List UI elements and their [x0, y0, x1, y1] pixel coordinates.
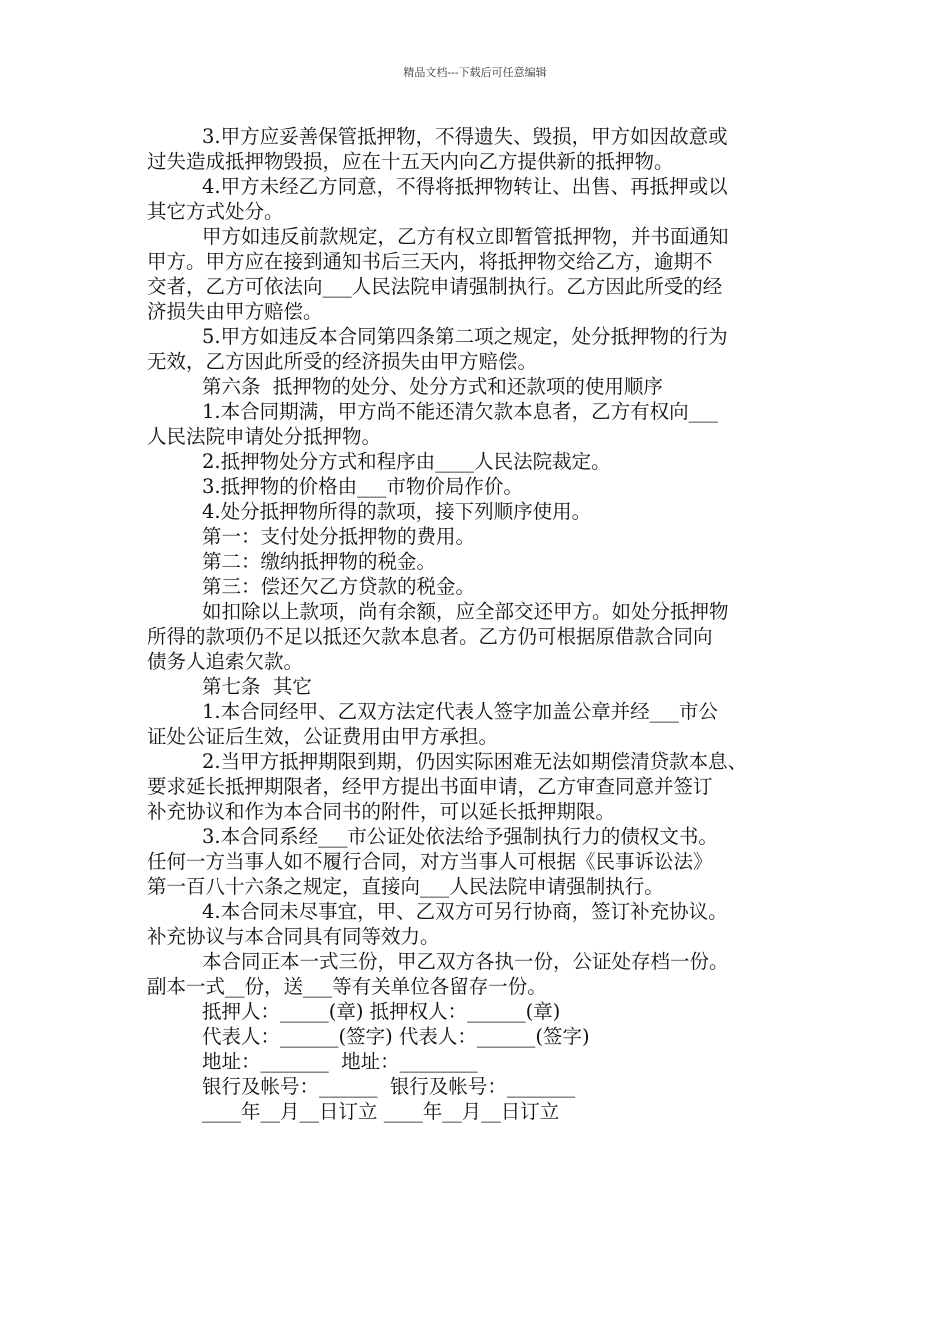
text-line: 抵押人：_____(章) 抵押权人：______(章) — [202, 1000, 561, 1023]
text-line: 要求延长抵押期限者，经甲方提出书面申请，乙方审查同意并签订 — [147, 775, 713, 798]
text-line: 副本一式__份，送___等有关单位各留存一份。 — [147, 975, 547, 998]
text-line: 无效，乙方因此所受的经济损失由甲方赔偿。 — [147, 350, 538, 373]
text-line: 代表人：______(签字) 代表人：______(签字) — [202, 1025, 590, 1048]
text-line: 5.甲方如违反本合同第四条第二项之规定，处分抵押物的行为 — [202, 325, 728, 348]
text-line: 补充协议与本合同具有同等效力。 — [147, 925, 440, 948]
text-line: ____年__月__日订立 ____年__月__日订立 — [202, 1100, 560, 1123]
text-line: 济损失由甲方赔偿。 — [147, 300, 323, 323]
text-line: 补充协议和作为本合同书的附件，可以延长抵押期限。 — [147, 800, 616, 823]
text-line: 如扣除以上款项，尚有余额，应全部交还甲方。如处分抵押物 — [202, 600, 729, 623]
text-line: 3.甲方应妥善保管抵押物，不得遗失、毁损，甲方如因故意或 — [202, 125, 728, 148]
text-line: 其它方式处分。 — [147, 200, 284, 223]
text-line: 甲方。甲方应在接到通知书后三天内，将抵押物交给乙方，逾期不 — [147, 250, 713, 273]
text-line: 交者，乙方可依法向___人民法院申请强制执行。乙方因此所受的经 — [147, 275, 723, 298]
text-line: 银行及帐号：______ 银行及帐号：_______ — [202, 1075, 576, 1098]
text-line: 第六条 抵押物的处分、处分方式和还款项的使用顺序 — [202, 375, 663, 398]
text-line: 任何一方当事人如不履行合同，对方当事人可根据《民事诉讼法》 — [147, 850, 713, 873]
text-line: 1.本合同经甲、乙双方法定代表人签字加盖公章并经___市公 — [202, 700, 718, 723]
document-body — [147, 124, 811, 1124]
text-line: 第一百八十六条之规定，直接向___人民法院申请强制执行。 — [147, 875, 664, 898]
text-line: 2.当甲方抵押期限到期，仍因实际困难无法如期偿清贷款本息、 — [202, 750, 748, 773]
text-line: 本合同正本一式三份，甲乙双方各执一份，公证处存档一份。 — [202, 950, 729, 973]
text-line: 过失造成抵押物毁损，应在十五天内向乙方提供新的抵押物。 — [147, 150, 674, 173]
text-line: 第七条 其它 — [202, 675, 312, 698]
text-line: 第三：偿还欠乙方贷款的税金。 — [202, 575, 476, 598]
page-header: 精品文档---下载后可任意编辑 — [403, 66, 547, 79]
text-line: 所得的款项仍不足以抵还欠款本息者。乙方仍可根据原借款合同向 — [147, 625, 713, 648]
text-line: 证处公证后生效，公证费用由甲方承担。 — [147, 725, 499, 748]
text-line: 人民法院申请处分抵押物。 — [147, 425, 382, 448]
text-line: 第一：支付处分抵押物的费用。 — [202, 525, 476, 548]
text-line: 3.本合同系经___市公证处依法给予强制执行力的债权文书。 — [202, 825, 718, 848]
text-line: 1.本合同期满，甲方尚不能还清欠款本息者，乙方有权向___ — [202, 400, 718, 423]
text-line: 4.处分抵押物所得的款项，接下列顺序使用。 — [202, 500, 592, 523]
text-line: 4.本合同未尽事宜，甲、乙双方可另行协商，签订补充协议。 — [202, 900, 728, 923]
text-line: 第二：缴纳抵押物的税金。 — [202, 550, 437, 573]
text-line: 3.抵押物的价格由___市物价局作价。 — [202, 475, 523, 498]
text-line: 2.抵押物处分方式和程序由____人民法院裁定。 — [202, 450, 611, 473]
text-line: 4.甲方未经乙方同意，不得将抵押物转让、出售、再抵押或以 — [202, 175, 728, 198]
text-line: 地址：_______ 地址：________ — [202, 1050, 478, 1073]
text-line: 债务人追索欠款。 — [147, 650, 304, 673]
text-line: 甲方如违反前款规定，乙方有权立即暂管抵押物，并书面通知 — [202, 225, 729, 248]
